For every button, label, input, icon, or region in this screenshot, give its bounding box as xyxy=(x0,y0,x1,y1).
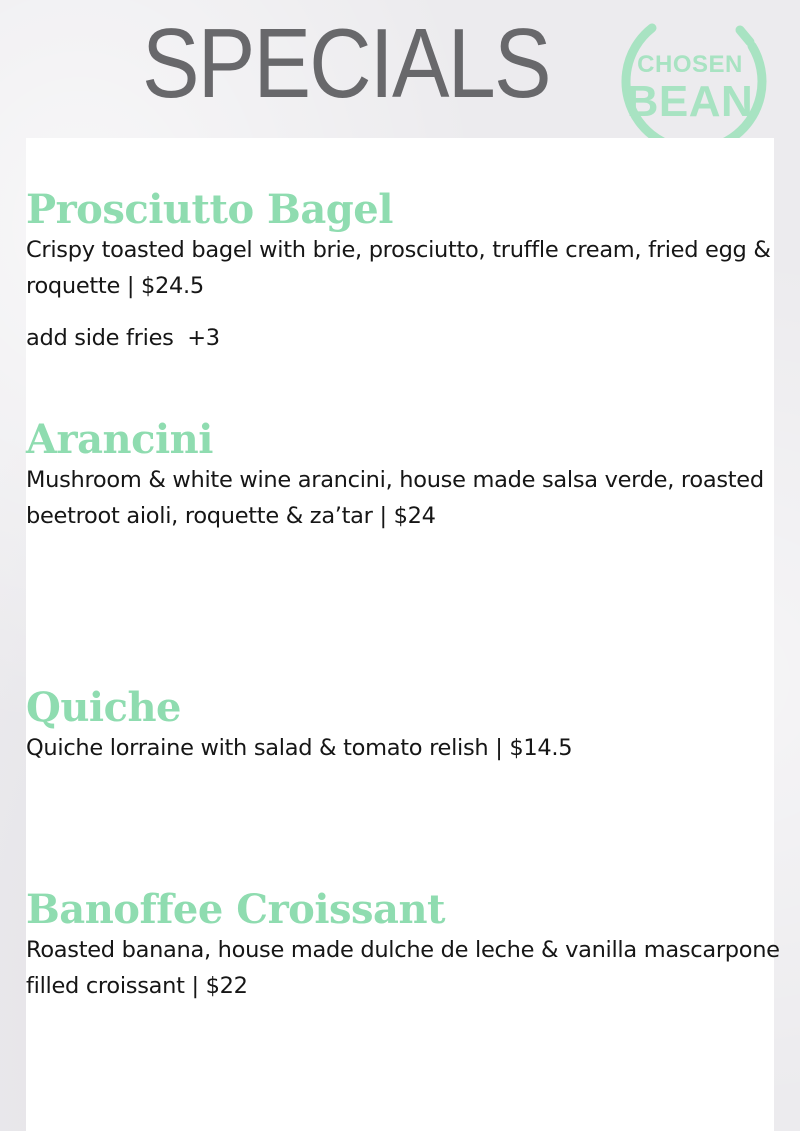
item-name: Banoffee Croissant xyxy=(26,886,446,933)
menu-item-banoffee-croissant xyxy=(26,886,786,1004)
item-name: Arancini xyxy=(26,416,213,463)
logo-line-1: CHOSEN xyxy=(637,51,743,78)
menu-item-prosciutto-bagel xyxy=(26,186,786,356)
item-name: Prosciutto Bagel xyxy=(26,186,393,233)
menu-panel xyxy=(26,138,780,1131)
item-description: Quiche lorraine with salad & tomato relish | $14.5 xyxy=(26,735,573,761)
logo-line-2: BEAN xyxy=(626,77,754,126)
menu-item-quiche xyxy=(26,684,786,766)
item-extra-option: add side fries +3 xyxy=(26,325,220,351)
menu-item-arancini xyxy=(26,416,786,534)
item-description: Crispy toasted bagel with brie, prosciutto, truffle cream, fried egg & roquette | $24.5 xyxy=(26,237,771,299)
item-description: Mushroom & white wine arancini, house made salsa verde, roasted beetroot aioli, roquette & za’tar | $24 xyxy=(26,467,764,529)
page-title: SPECIALS xyxy=(142,8,550,118)
item-name: Quiche xyxy=(26,684,182,731)
item-description: Roasted banana, house made dulche de leche & vanilla mascarpone filled croissant | $22 xyxy=(26,937,780,999)
